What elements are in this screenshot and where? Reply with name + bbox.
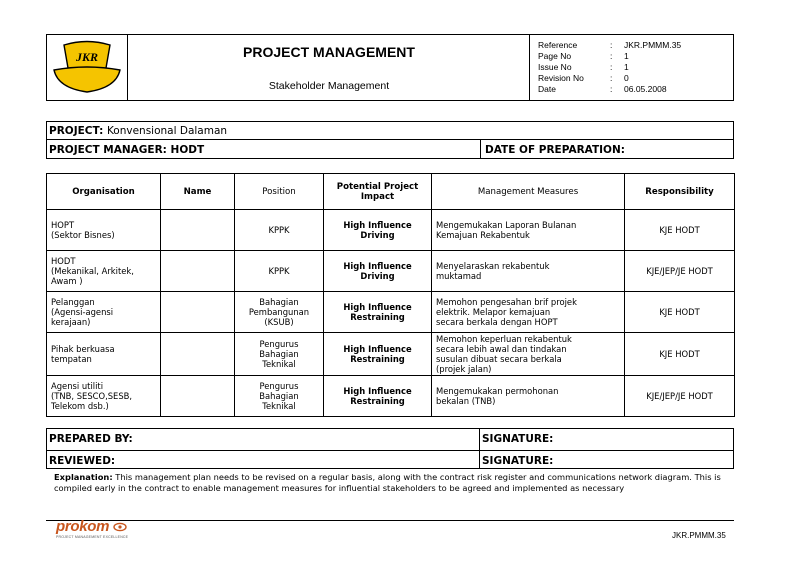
divider — [480, 139, 481, 159]
date-of-preparation-label: DATE OF PREPARATION: — [485, 144, 625, 156]
table-row — [47, 251, 735, 292]
impact-cell: High Influence Driving — [324, 210, 432, 251]
name-cell — [161, 333, 235, 376]
signature-label: SIGNATURE: — [482, 455, 554, 467]
footer-reference: JKR.PMMM.35 — [672, 531, 726, 540]
measures-cell: Menyelaraskan rekabentuk muktamad — [432, 251, 625, 292]
meta-date: Date : 06.05.2008 — [538, 84, 667, 94]
stakeholder-table — [46, 173, 735, 417]
impact-cell: High Influence Restraining — [324, 292, 432, 333]
col-header-impact: Potential Project Impact — [324, 174, 432, 210]
name-cell — [161, 376, 235, 417]
footer-divider — [46, 520, 734, 521]
table-row — [47, 333, 735, 376]
signature-label: SIGNATURE: — [482, 433, 554, 445]
impact-cell: High Influence Restraining — [324, 376, 432, 417]
explanation-body: This management plan needs to be revised on a regular basis, along with the contract risk register and communications network diagram. This is compiled early in the contract to enable management measures for influential stakeholders to be agreed and implemented as necessary — [54, 472, 721, 493]
reviewed-label: REVIEWED: — [49, 455, 116, 467]
measures-cell: Mengemukakan permohonan bekalan (TNB) — [432, 376, 625, 417]
impact-cell: High Influence Restraining — [324, 333, 432, 376]
prokom-tagline: PROJECT MANAGEMENT EXCELLENCE — [56, 535, 129, 539]
table-header-row — [47, 174, 735, 210]
prokom-swirl-icon — [113, 522, 127, 532]
position-cell: KPPK — [235, 210, 324, 251]
responsibility-cell: KJE/JEP/JE HODT — [625, 251, 735, 292]
divider — [479, 428, 480, 469]
table-row — [47, 292, 735, 333]
project-field — [49, 125, 227, 137]
col-header-name: Name — [161, 174, 235, 210]
name-cell — [161, 210, 235, 251]
explanation-label: Explanation: — [54, 472, 113, 482]
position-cell: Bahagian Pembangunan (KSUB) — [235, 292, 324, 333]
prepared-by-label: PREPARED BY: — [49, 433, 133, 445]
meta-revision-no: Revision No : 0 — [538, 73, 629, 83]
name-cell — [161, 292, 235, 333]
divider — [46, 139, 734, 140]
col-header-organisation: Organisation — [47, 174, 161, 210]
organisation-cell: Pihak berkuasa tempatan — [47, 333, 161, 376]
page-title: PROJECT MANAGEMENT — [243, 44, 415, 60]
col-header-position: Position — [235, 174, 324, 210]
prokom-logo: prokom — [56, 518, 127, 535]
project-value: Konvensional Dalaman — [106, 125, 228, 137]
col-header-responsibility: Responsibility — [625, 174, 735, 210]
manager-label: PROJECT MANAGER: — [49, 144, 167, 156]
responsibility-cell: KJE/JEP/JE HODT — [625, 376, 735, 417]
meta-page-no: Page No : 1 — [538, 51, 629, 61]
manager-field — [49, 144, 204, 156]
position-cell: Pengurus Bahagian Teknikal — [235, 333, 324, 376]
organisation-cell: HOPT (Sektor Bisnes) — [47, 210, 161, 251]
logo-text: JKR — [75, 50, 99, 64]
project-label: PROJECT: — [49, 125, 104, 137]
measures-cell: Memohon keperluan rekabentuk secara lebih awal dan tindakan susulan dibuat secara berkala (projek jalan) — [432, 333, 625, 376]
meta-reference: Reference : JKR.PMMM.35 — [538, 40, 682, 50]
table-row — [47, 210, 735, 251]
position-cell: Pengurus Bahagian Teknikal — [235, 376, 324, 417]
responsibility-cell: KJE HODT — [625, 292, 735, 333]
organisation-cell: Pelanggan (Agensi-agensi kerajaan) — [47, 292, 161, 333]
measures-cell: Mengemukakan Laporan Bulanan Kemajuan Rekabentuk — [432, 210, 625, 251]
meta-issue-no: Issue No : 1 — [538, 62, 629, 72]
organisation-cell: Agensi utiliti (TNB, SESCO,SESB, Telekom dsb.) — [47, 376, 161, 417]
manager-value: HODT — [170, 144, 205, 156]
position-cell: KPPK — [235, 251, 324, 292]
impact-cell: High Influence Driving — [324, 251, 432, 292]
col-header-measures: Management Measures — [432, 174, 625, 210]
divider — [46, 450, 734, 451]
jkr-logo-icon — [46, 34, 128, 101]
organisation-cell: HODT (Mekanikal, Arkitek, Awam ) — [47, 251, 161, 292]
responsibility-cell: KJE HODT — [625, 333, 735, 376]
responsibility-cell: KJE HODT — [625, 210, 735, 251]
signoff-box — [46, 428, 734, 469]
table-row — [47, 376, 735, 417]
measures-cell: Memohon pengesahan brif projek elektrik. Melapor kemajuan secara berkala dengan HOPT — [432, 292, 625, 333]
page-subtitle: Stakeholder Management — [268, 80, 390, 92]
logo-cell — [46, 34, 128, 101]
name-cell — [161, 251, 235, 292]
explanation-text — [54, 472, 744, 493]
